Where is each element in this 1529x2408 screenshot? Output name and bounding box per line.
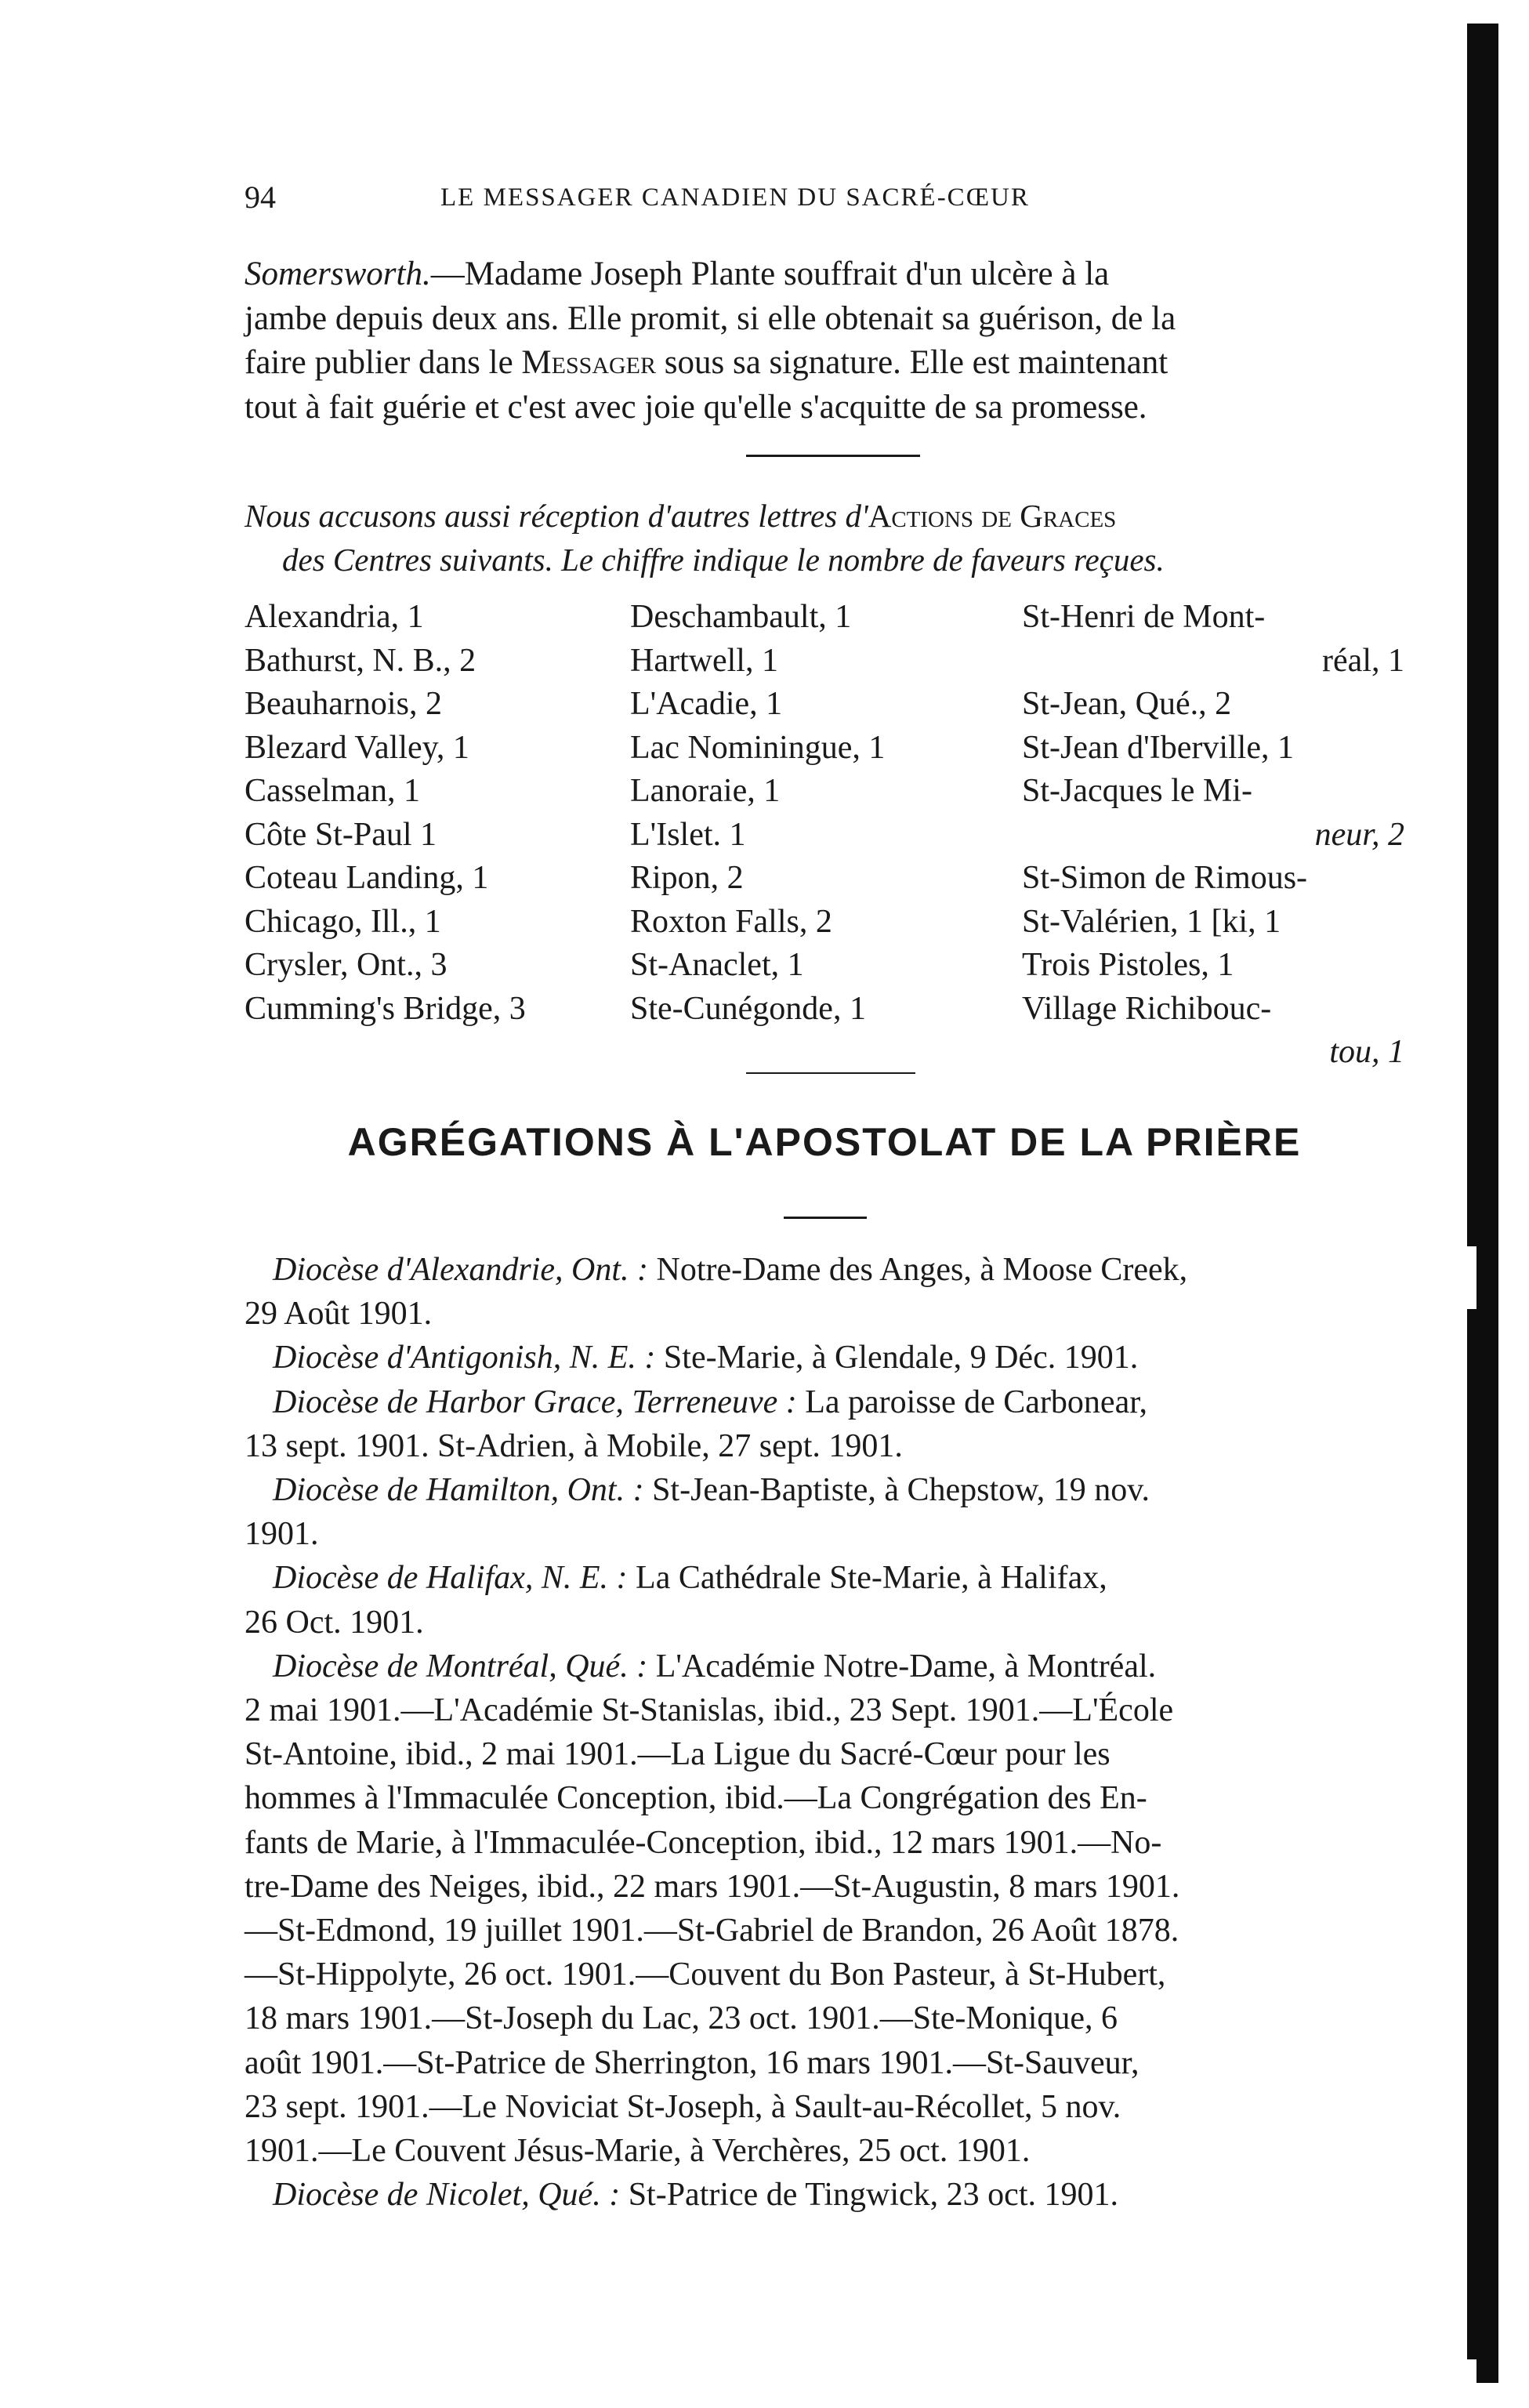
diocese-entry xyxy=(245,1645,1404,1688)
diocese-text: hommes à l'Immaculée Conception, ibid.—La Congrégation des En- xyxy=(245,1780,1147,1817)
centres-column-1 xyxy=(245,596,613,1031)
notice-text: des Centres suivants. Le chiffre indique le nombre de faveurs reçues. xyxy=(282,542,1165,578)
running-head xyxy=(245,179,1404,218)
diocese-text: St-Antoine, ibid., 2 mai 1901.—La Ligue du Sacré-Cœur pour les xyxy=(245,1736,1111,1773)
diocese-text: L'Académie Notre-Dame, à Montréal. xyxy=(647,1648,1157,1685)
section-divider xyxy=(746,455,920,457)
centre-entry: L'Acadie, 1 xyxy=(630,686,783,722)
notice-actions: Actions de Graces xyxy=(868,498,1117,534)
diocese-text: 1901.—Le Couvent Jésus-Marie, à Verchères, 25 oct. 1901. xyxy=(245,2133,1031,2170)
centre-entry: Village Richibouc- xyxy=(1022,990,1272,1027)
diocese-text: Notre-Dame des Anges, à Moose Creek, xyxy=(648,1252,1188,1288)
diocese-name: Diocèse de Montréal, Qué. : xyxy=(273,1648,648,1685)
diocese-text: La Cathédrale Ste-Marie, à Halifax, xyxy=(627,1560,1107,1597)
centres-column-2 xyxy=(630,596,998,1031)
diocese-name: Diocèse d'Alexandrie, Ont. : xyxy=(273,1252,649,1288)
testimony-line: faire publier dans le xyxy=(245,344,522,381)
diocese-text: 13 sept. 1901. St-Adrien, à Mobile, 27 sept. 1901. xyxy=(245,1427,903,1464)
centre-entry: tou, 1 xyxy=(1329,1034,1404,1070)
diocese-text: tre-Dame des Neiges, ibid., 22 mars 1901.—St-Augustin, 8 mars 1901. xyxy=(245,1868,1180,1905)
diocese-text: fants de Marie, à l'Immaculée-Conception, ibid., 12 mars 1901.—No- xyxy=(245,1824,1162,1861)
centre-entry: St-Henri de Mont- xyxy=(1022,599,1266,635)
scan-edge-nick xyxy=(1467,2359,1476,2391)
centre-entry: Beauharnois, 2 xyxy=(245,686,442,722)
centre-entry: St-Jean d'Iberville, 1 xyxy=(1022,729,1294,766)
scan-edge-bar xyxy=(1467,24,1498,2383)
centre-entry: Crysler, Ont., 3 xyxy=(245,947,447,983)
diocese-text: 23 sept. 1901.—Le Noviciat St-Joseph, à Sault-au-Récollet, 5 nov. xyxy=(245,2088,1121,2125)
centre-entry: neur, 2 xyxy=(1314,816,1404,853)
centre-entry: Coteau Landing, 1 xyxy=(245,860,489,896)
diocese-entry xyxy=(245,1380,1404,1424)
diocese-text: —St-Hippolyte, 26 oct. 1901.—Couvent du Bon Pasteur, à St-Hubert, xyxy=(245,1956,1166,1993)
testimony-line: tout à fait guérie et c'est avec joie qu'elle s'acquitte de sa promesse. xyxy=(245,388,1147,426)
diocese-name: Diocèse de Hamilton, Ont. : xyxy=(273,1472,644,1509)
centre-entry: Casselman, 1 xyxy=(245,773,420,809)
diocese-text: St-Patrice de Tingwick, 23 oct. 1901. xyxy=(620,2177,1118,2214)
scan-edge-nick xyxy=(1467,1246,1476,1309)
centre-entry: Cumming's Bridge, 3 xyxy=(245,990,526,1027)
diocese-text: 18 mars 1901.—St-Joseph du Lac, 23 oct. 1901.—Ste-Monique, 6 xyxy=(245,2000,1118,2037)
testimony-line: jambe depuis deux ans. Elle promit, si elle obtenait sa guérison, de la xyxy=(245,299,1176,337)
diocese-name: Diocèse de Harbor Grace, Terreneuve : xyxy=(273,1384,797,1420)
testimony-line: —Madame Joseph Plante souffrait d'un ulcère à la xyxy=(430,256,1110,292)
centre-entry: Trois Pistoles, 1 xyxy=(1022,947,1234,983)
running-title: LE MESSAGER CANADIEN DU SACRÉ-CŒUR xyxy=(440,183,1030,212)
centre-entry: St-Anaclet, 1 xyxy=(630,947,804,983)
notice-paragraph xyxy=(245,494,1404,582)
centre-entry: St-Jean, Qué., 2 xyxy=(1022,686,1232,722)
centre-entry: St-Jacques le Mi- xyxy=(1022,773,1252,809)
diocese-entry xyxy=(245,1468,1404,1512)
aggregations-list xyxy=(245,1248,1404,2217)
diocese-name: Diocèse d'Antigonish, N. E. : xyxy=(273,1340,656,1376)
centre-entry: Roxton Falls, 2 xyxy=(630,903,832,940)
testimony-line: sous sa signature. Elle est maintenant xyxy=(656,344,1168,381)
centre-entry: Hartwell, 1 xyxy=(630,642,778,679)
diocese-text: 29 Août 1901. xyxy=(245,1296,433,1333)
centre-entry: L'Islet. 1 xyxy=(630,816,746,853)
diocese-entry xyxy=(245,1248,1404,1292)
centre-entry: Chicago, Ill., 1 xyxy=(245,903,441,940)
section-heading: AGRÉGATIONS À L'APOSTOLAT DE LA PRIÈRE xyxy=(347,1120,1302,1164)
centre-entry: Côte St-Paul 1 xyxy=(245,816,437,853)
centre-entry: Ripon, 2 xyxy=(630,860,744,896)
centre-entry: Ste-Cunégonde, 1 xyxy=(630,990,866,1027)
diocese-text: La paroisse de Carbonear, xyxy=(796,1384,1148,1420)
messager-title: Messager xyxy=(521,344,656,381)
diocese-text: 1901. xyxy=(245,1516,319,1553)
diocese-text: 2 mai 1901.—L'Académie St-Stanislas, ibid., 23 Sept. 1901.—L'École xyxy=(245,1692,1174,1729)
diocese-entry xyxy=(245,1336,1404,1380)
diocese-text: St-Jean-Baptiste, à Chepstow, 19 nov. xyxy=(643,1472,1150,1509)
centre-entry: réal, 1 xyxy=(1322,642,1404,679)
centre-entry: St-Simon de Rimous- xyxy=(1022,860,1308,896)
centre-entry: Lac Nominingue, 1 xyxy=(630,729,886,766)
diocese-name: Diocèse de Halifax, N. E. : xyxy=(273,1560,628,1597)
diocese-text: août 1901.—St-Patrice de Sherrington, 16 mars 1901.—St-Sauveur, xyxy=(245,2044,1140,2081)
section-divider xyxy=(746,1072,915,1074)
centre-entry: St-Valérien, 1 [ki, 1 xyxy=(1022,903,1281,940)
centres-column-3 xyxy=(1022,596,1404,1075)
centre-entry: Bathurst, N. B., 2 xyxy=(245,642,476,679)
notice-text: Nous accusons aussi réception d'autres lettres d' xyxy=(245,498,868,534)
centre-entry: Blezard Valley, 1 xyxy=(245,729,469,766)
testimony-place: Somersworth. xyxy=(245,256,431,292)
diocese-text: 26 Oct. 1901. xyxy=(245,1604,424,1641)
centre-entry: Lanoraie, 1 xyxy=(630,773,781,809)
centre-entry: Deschambault, 1 xyxy=(630,599,852,635)
diocese-text: —St-Edmond, 19 juillet 1901.—St-Gabriel de Brandon, 26 Août 1878. xyxy=(245,1913,1179,1949)
diocese-entry xyxy=(245,2173,1404,2217)
diocese-name: Diocèse de Nicolet, Qué. : xyxy=(273,2177,621,2214)
page-number: 94 xyxy=(245,180,276,215)
heading-rule xyxy=(784,1217,867,1219)
testimony-paragraph xyxy=(245,252,1404,430)
diocese-entry xyxy=(245,1556,1404,1600)
diocese-text: Ste-Marie, à Glendale, 9 Déc. 1901. xyxy=(655,1340,1139,1376)
centre-entry: Alexandria, 1 xyxy=(245,599,424,635)
